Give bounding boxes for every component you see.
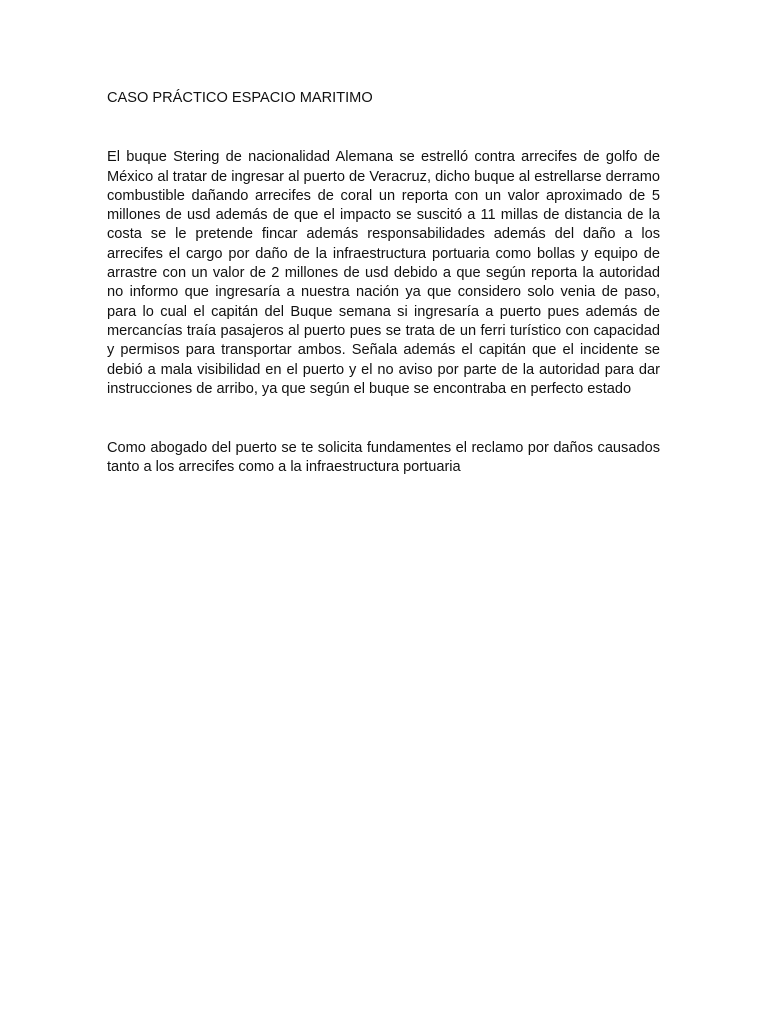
document-body <box>107 89 660 478</box>
assignment-paragraph: Como abogado del puerto se te solicita fundamentes el reclamo por daños causados tanto a los arrecifes como a la infraestructura portuaria <box>107 440 660 476</box>
document-title: CASO PRÁCTICO ESPACIO MARITIMO <box>107 90 373 106</box>
case-description-paragraph: El buque Stering de nacionalidad Alemana se estrelló contra arrecifes de golfo de México al tratar de ingresar al puerto de Veracruz, dicho buque al estrellarse derramo combustible dañando arrecifes de coral un reporta con un valor aproximado de 5 millones de usd además de que el impacto se suscitó a 11 millas de distancia de la costa se le pretende fincar además responsabilidades además del daño a los arrecifes el cargo por daño de la infraestructura portuaria como bollas y equipo de arrastre con un valor de 2 millones de usd debido a que según reporta la autoridad no informo que ingresaría a nuestra nación ya que considero solo venia de paso, para lo cual el capitán del Buque semana si ingresaría a puerto pues además de mercancías traía pasajeros al puerto pues se trata de un ferri turístico con capacidad y permisos para transportar ambos. Señala además el capitán que el incidente se debió a mala visibilidad en el puerto y el no aviso por parte de la autoridad para dar instrucciones de arribo, ya que según el buque se encontraba en perfecto estado <box>107 149 660 397</box>
